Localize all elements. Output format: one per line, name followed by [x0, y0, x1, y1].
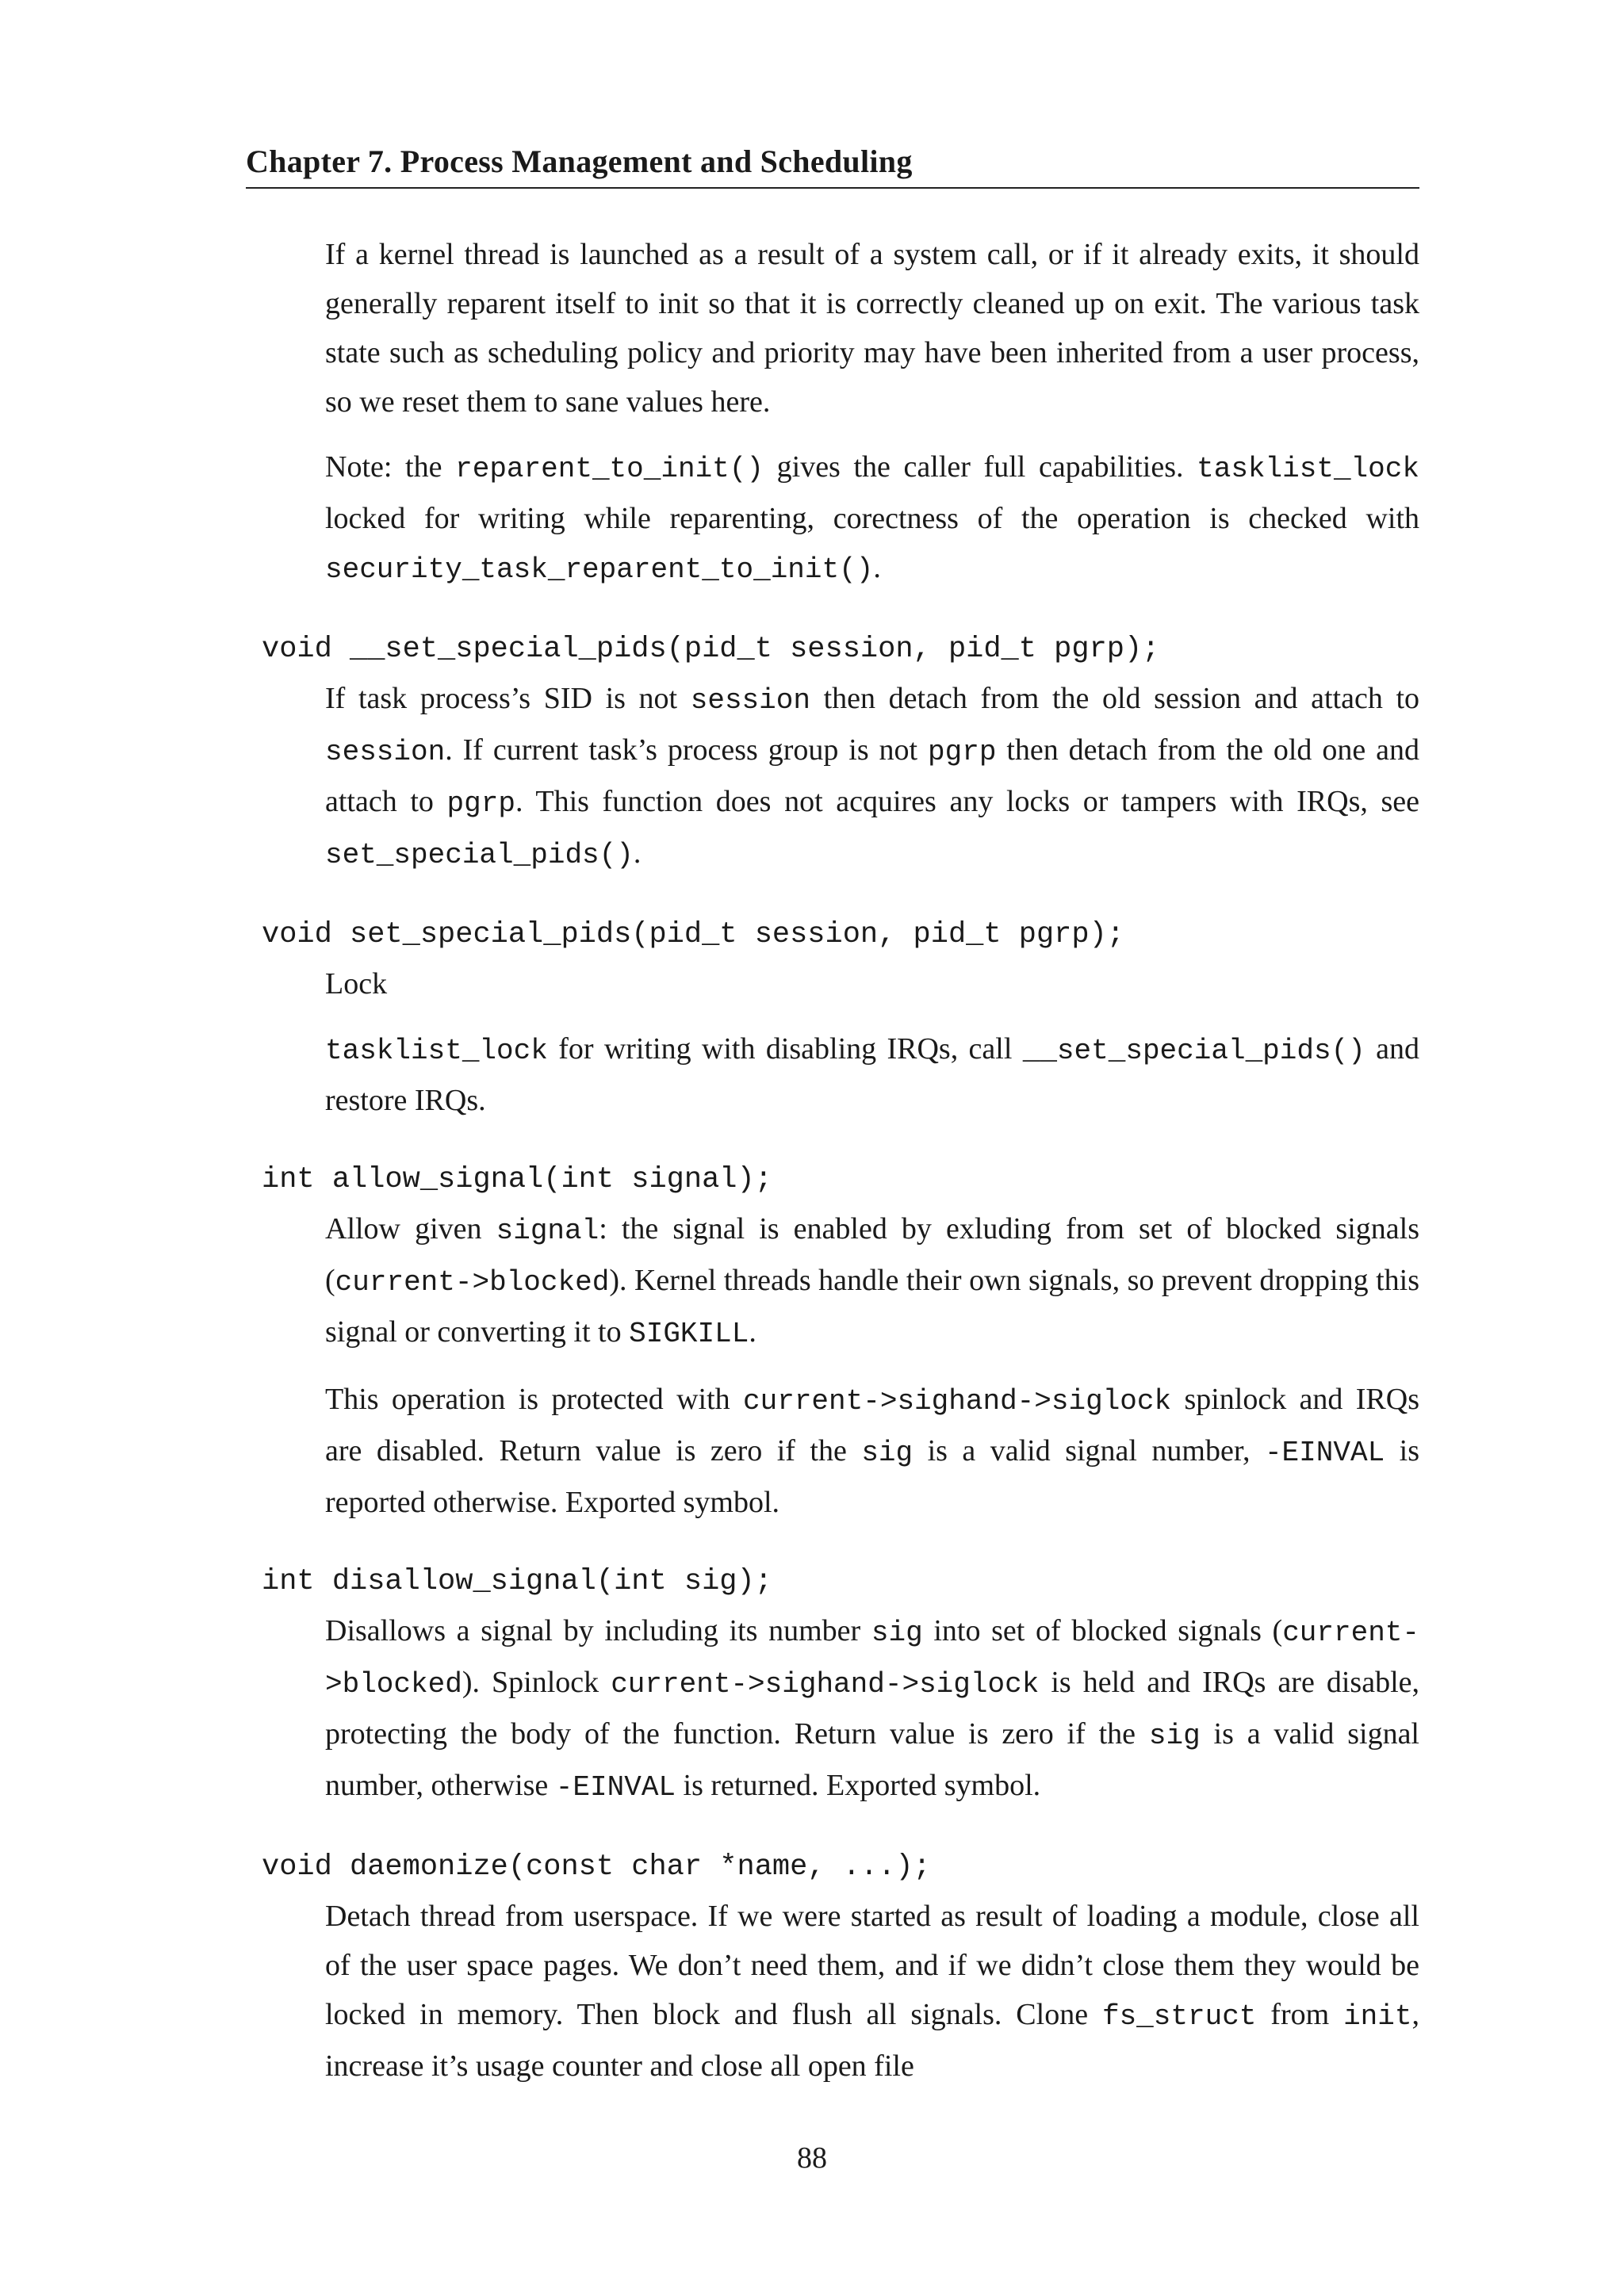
function-description: This operation is protected with current->sighand->siglock spinlock and IRQs are disabled. Return value is zero if the sig is a valid signal number, -EINVAL is reported otherwise. Exported symbol. — [325, 1383, 1419, 1519]
function-signature: int disallow_signal(int sig); — [262, 1565, 772, 1598]
function-entry — [246, 910, 1419, 1125]
code-identifier: session — [325, 736, 446, 768]
code-identifier: fs_struct — [1101, 2000, 1257, 2033]
running-header — [246, 140, 1419, 189]
code-identifier: reparent_to_init() — [455, 453, 764, 485]
code-identifier: current->sighand->siglock — [611, 1668, 1040, 1701]
function-entry — [246, 1155, 1419, 1527]
code-identifier: current->blocked — [325, 1617, 1420, 1701]
code-identifier: security_task_reparent_to_init() — [325, 553, 874, 586]
code-identifier: -EINVAL — [1264, 1437, 1385, 1469]
code-identifier: tasklist_lock — [1197, 453, 1419, 485]
function-description: If task process’s SID is not session then detach from the old session and attach to session. If current task’s process group is not pgrp then detach from the old one and attach to pgrp. This function does not acquires any locks or tampers with IRQs, see set_special_pids(). — [325, 682, 1420, 871]
page-body — [246, 230, 1419, 2107]
page-number: 88 — [797, 2141, 827, 2175]
code-identifier: current->blocked — [335, 1266, 610, 1299]
function-description: Allow given signal: the signal is enabled by exluding from set of blocked signals (current->blocked). Kernel threads handle their own signals, so prevent dropping this signal or converting it to SIGKILL. — [325, 1212, 1419, 1350]
function-description: Detach thread from userspace. If we were started as result of loading a module, close all of the user space pages. We don’t need them, and if we didn’t close them they would be locked in memory. Then block and flush all signals. Clone fs_struct from init, increase it’s usage counter and close all open file — [325, 1900, 1419, 2083]
intro-block — [246, 230, 1419, 595]
function-signature: void set_special_pids(pid_t session, pid_t pgrp); — [262, 918, 1124, 951]
code-identifier: pgrp — [928, 736, 997, 768]
function-signature: int allow_signal(int signal); — [262, 1163, 772, 1196]
function-entry — [246, 1843, 1419, 2091]
function-entry — [246, 625, 1419, 880]
code-identifier: -EINVAL — [555, 1771, 676, 1804]
function-description: Disallows a signal by including its number sig into set of blocked signals (current->blocked). Spinlock current->sighand->siglock is held and IRQs are disable, protecting the body of the function. Return value is zero if the sig is a valid signal number, otherwise -EINVAL is returned. Exported symbol. — [325, 1614, 1420, 1804]
code-identifier: __set_special_pids() — [1022, 1035, 1365, 1067]
code-identifier: current->sighand->siglock — [743, 1385, 1172, 1418]
code-identifier: pgrp — [446, 787, 515, 820]
chapter-title: Chapter 7. Process Management and Scheduling — [246, 144, 913, 179]
function-entries — [246, 625, 1419, 2091]
code-identifier: set_special_pids() — [325, 839, 634, 871]
code-identifier: signal — [496, 1215, 599, 1247]
code-identifier: sig — [861, 1437, 914, 1469]
code-identifier: SIGKILL — [629, 1318, 749, 1350]
intro-paragraph: If a kernel thread is launched as a result of a system call, or if it already exits, it should generally reparent itself to init so that it is correctly cleaned up on exit. The various task state such as scheduling policy and priority may have been inherited from a user process, so we reset them to sane values here. — [325, 238, 1419, 419]
function-description: tasklist_lock for writing with disabling IRQs, call __set_special_pids() and restore IRQs. — [325, 1032, 1419, 1117]
code-identifier: init — [1343, 2000, 1412, 2033]
code-identifier: sig — [1148, 1720, 1201, 1752]
function-entry — [246, 1557, 1419, 1812]
function-description: Lock — [325, 967, 388, 1001]
note-paragraph: Note: the reparent_to_init() gives the caller full capabilities. tasklist_lock locked for writing while reparenting, corectness of the operation is checked with security_task_reparent_to_init(). — [325, 450, 1419, 586]
code-identifier: session — [690, 684, 810, 717]
function-signature: void daemonize(const char *name, ...); — [262, 1850, 931, 1884]
function-signature: void __set_special_pids(pid_t session, pid_t pgrp); — [262, 633, 1160, 666]
code-identifier: sig — [871, 1617, 923, 1649]
code-identifier: tasklist_lock — [325, 1035, 548, 1067]
